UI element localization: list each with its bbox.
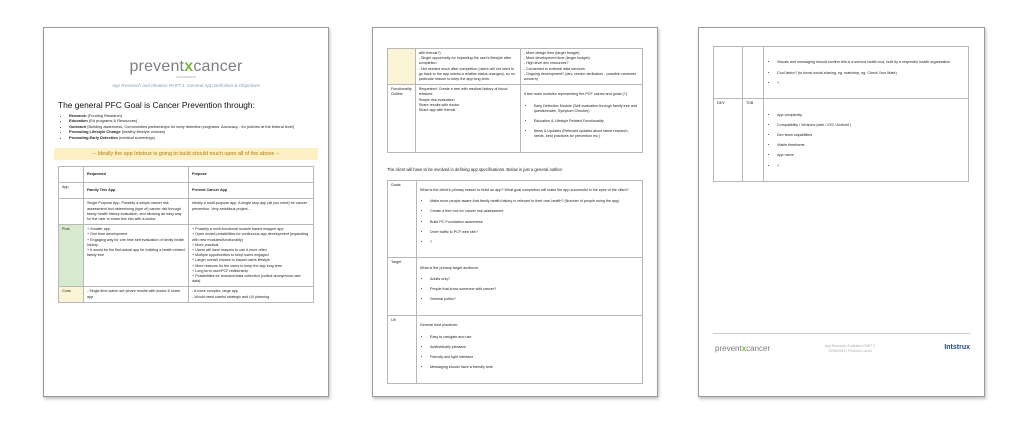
target-intro: What is the primary target audience xyxy=(420,265,479,270)
specification-table xyxy=(387,180,643,384)
functionality-propose xyxy=(520,85,642,152)
cons-requested: - Single time action set (share results with doctor & share app xyxy=(84,287,189,302)
module-item: • Education & Lifestyle Related Functionality xyxy=(534,119,639,124)
goal-item-text: (medical screenings) xyxy=(117,134,155,140)
table-row-description xyxy=(59,199,314,225)
table-row-cons-continued xyxy=(388,49,643,85)
header-requested: Requested xyxy=(84,167,189,183)
ux-content xyxy=(417,315,643,383)
pros-requested: + Smaller app + One time development + Engaging way for one time self evaluation of family health history + It would be the first actual app for building a health related family tree xyxy=(84,225,189,287)
cons-propose-continued: - More design time (larger budget) - More development time (larger budget) - High level dev resources? - Connected to external data services - Ongoing development? (dev. vendor dedication - possible customer concern) xyxy=(520,49,642,85)
ux-list xyxy=(420,329,639,375)
ux-continued-item: • Visuals and messaging should confirm this is a serious health tool, built by a respectful health organization xyxy=(777,60,965,65)
row-label-dev: DEV xyxy=(714,99,743,182)
ux-continued-item: • ? xyxy=(777,81,965,86)
logo-x-mark: x xyxy=(184,58,194,75)
row-label-cons: Cons xyxy=(59,287,84,302)
continued-spec-table xyxy=(713,46,969,182)
dev-item: • Compatibility / Versions (web / iOS / Android ) xyxy=(777,123,965,128)
goal-list xyxy=(44,113,328,140)
ux-continued-content xyxy=(764,47,969,99)
table-row-functionality xyxy=(388,85,643,152)
page-footer xyxy=(713,333,970,363)
ux-item: • Messaging should have a friendly tone xyxy=(430,365,639,370)
row-label-pros: Pros xyxy=(59,225,84,287)
goal-item-bold: Outreach xyxy=(69,123,87,129)
dev-item: • App name xyxy=(777,153,965,158)
prevent-cancer-logo xyxy=(44,58,328,76)
footer-logo-x: x xyxy=(741,344,747,353)
footer-logo-prevent: prevent xyxy=(715,344,742,353)
row-sublabel-empty xyxy=(743,47,764,99)
logo-text-cancer: cancer xyxy=(193,58,243,75)
goals-item: • Build PC Foundation awareness xyxy=(430,220,639,225)
table-row-target xyxy=(388,258,643,315)
target-item: • People that know someone with cancer? xyxy=(430,287,639,292)
goal-item-bold: Promoting Early Detection xyxy=(69,134,118,140)
goal-item-text: (Ed programs & Resources) xyxy=(87,118,138,124)
footer-logo xyxy=(715,344,770,353)
ux-intro: General best practices: xyxy=(420,323,458,328)
row-label-functionality: Functionality Outline xyxy=(388,85,416,152)
ux-item: • Easy to navigate and use xyxy=(430,335,639,340)
goal-item-bold: Promoting Lifestyle Change xyxy=(69,129,121,135)
footer-logo-cancer: cancer xyxy=(746,344,771,353)
table-corner-cell xyxy=(59,167,84,183)
target-item: • Adults only? xyxy=(430,277,639,282)
table-row-ux-continued xyxy=(714,47,969,99)
goals-item: • Create a free tool for cancer risk assessment xyxy=(430,209,639,214)
app-requested: Family Tree App xyxy=(84,183,189,199)
dev-item: • Dev team capabilities xyxy=(777,133,965,138)
row-label-app: App xyxy=(59,183,84,199)
goal-heading: The general PFC Goal is Cancer Prevention through: xyxy=(58,100,255,110)
dev-content xyxy=(764,99,969,182)
goal-item-early-detection xyxy=(69,135,314,140)
dev-item: • App complexity xyxy=(777,113,965,118)
logo-subtext: FOUNDATION xyxy=(176,75,196,79)
goals-list xyxy=(420,194,639,250)
target-content xyxy=(417,258,643,315)
footer-doc-title: App Research & Ideation PART 2 xyxy=(824,344,876,348)
ux-item: • Aesthetically pleasant xyxy=(430,345,639,350)
module-item: • Early Detection Module (Self evaluation through family tree and questionnaire, Symptom Checker) xyxy=(534,104,639,114)
table-row-pros xyxy=(59,225,314,287)
header-propose: Propose xyxy=(189,167,314,183)
goals-intro: What is the client's primary reason to build an app? What goal completion will make the app successful in the eyes of the client? xyxy=(420,187,629,192)
logo-text-prevent: prevent xyxy=(129,58,185,75)
row-label-empty xyxy=(59,199,84,225)
dev-item: • ? xyxy=(777,164,965,169)
target-item: • General public? xyxy=(430,297,639,302)
module-list xyxy=(524,99,639,145)
footer-date-author: 10/08/2014 | Florence Lacroi xyxy=(828,349,872,353)
row-label-goals: Goals xyxy=(388,180,417,258)
goal-item-text: (Funding Research) xyxy=(86,113,122,118)
description-requested: Single Purpose App. Possibly a simple cancer risk assessment tool determining (type of) cancer risk through family health history evaluation, and allowing an easy way for the user to share this info with a doctor. xyxy=(84,199,189,225)
ux-continued-item: • Cool factor? (to boost social sharing, eg. matchmp, eg. Check Your Mate) xyxy=(777,71,965,76)
client-note: The client will have to be involved in defining app specifications. Below is just a general outline: xyxy=(387,166,563,172)
target-list xyxy=(420,272,639,308)
goals-content xyxy=(417,180,643,258)
functionality-requested: Requested: Create a tree with medical history of blood relatives Simple risk evaluation Share results with doctor Share app with friends xyxy=(415,85,520,152)
row-label-ux-continued xyxy=(714,47,743,99)
row-label-cons-continued xyxy=(388,49,416,85)
goal-item-bold: Research xyxy=(69,113,87,118)
ux-item: • Friendly and light interface xyxy=(430,355,639,360)
row-label-target: Target xyxy=(388,258,417,315)
row-label-ux: UX xyxy=(388,315,417,383)
table-row-app xyxy=(59,183,314,199)
goal-item-bold: Education xyxy=(69,118,88,124)
ideal-app-banner: -- Ideally the app Intstrux is going to build should touch upon all of the above -- xyxy=(54,148,318,160)
module-item: • News & Updates (Relevant updates about latest research, needs, best practices for prevention etc.) xyxy=(534,129,639,139)
description-propose: Ideally a multi-purpose app. A single stop app (all you need) for cancer prevention. Very ambitious project... xyxy=(189,199,314,225)
app-propose: Prevent Cancer App xyxy=(189,183,314,199)
continued-table xyxy=(387,48,643,153)
document-subtitle: App Research and Ideation PART 1: General App Definition & Objectives xyxy=(111,83,261,88)
dev-item: • Viable timeframe xyxy=(777,143,965,148)
cons-requested-continued: with friends?) - Single opportunity for impacting the user's lifestyle after completion - Not needed much after completion (users will not need to go back to the app unless a relative status changes), so no particular reason to keep the app long term. xyxy=(415,49,520,85)
goals-item: • Drive traffic to PCF web site? xyxy=(430,230,639,235)
footer-meta xyxy=(805,344,895,354)
ux-continued-list xyxy=(767,55,965,91)
pros-propose: + Possibly a multi-functional module based wrapper app + Open ended possibilities for continuous app development (expanding with new modules/functionality) + More practical + Users will have reasons to use it more often + Multiple opportunities to keep users engaged + Larger overall chance to impact users lifestyle + More reasons for the users to keep the app long term + Long term user/PCF relationship + Possibilities for research/data collection (collect anonymous user data) xyxy=(189,225,314,287)
requested-vs-propose-table xyxy=(58,166,314,303)
dev-list xyxy=(767,107,965,173)
goal-item-text: (healthy lifestyle choices) xyxy=(120,129,166,135)
table-row-goals xyxy=(388,180,643,258)
row-sublabel-tdb: TDB xyxy=(743,99,764,182)
table-header-row xyxy=(59,167,314,183)
functionality-intro: A few main modules representing the PCF values and goals (?) xyxy=(523,92,628,97)
goals-item: • ? xyxy=(430,240,639,245)
goals-item: • Make more people aware that family health history is relevant to their own health? (Number of people using the app) xyxy=(430,199,639,204)
table-row-dev xyxy=(714,99,969,182)
document-page-1 xyxy=(43,27,329,397)
goal-item-text: (Building awareness, Communities partnerships for early detection programs, Advocacy - for policies at the federal level) xyxy=(86,123,295,129)
table-row-ux xyxy=(388,315,643,383)
intstrux-logo: Intstrux xyxy=(944,344,970,351)
document-page-2 xyxy=(372,27,658,397)
table-row-cons xyxy=(59,287,314,302)
cons-propose: - A more complex, large app - Would need careful strategic and UX planning xyxy=(189,287,314,302)
document-page-3 xyxy=(698,27,985,397)
